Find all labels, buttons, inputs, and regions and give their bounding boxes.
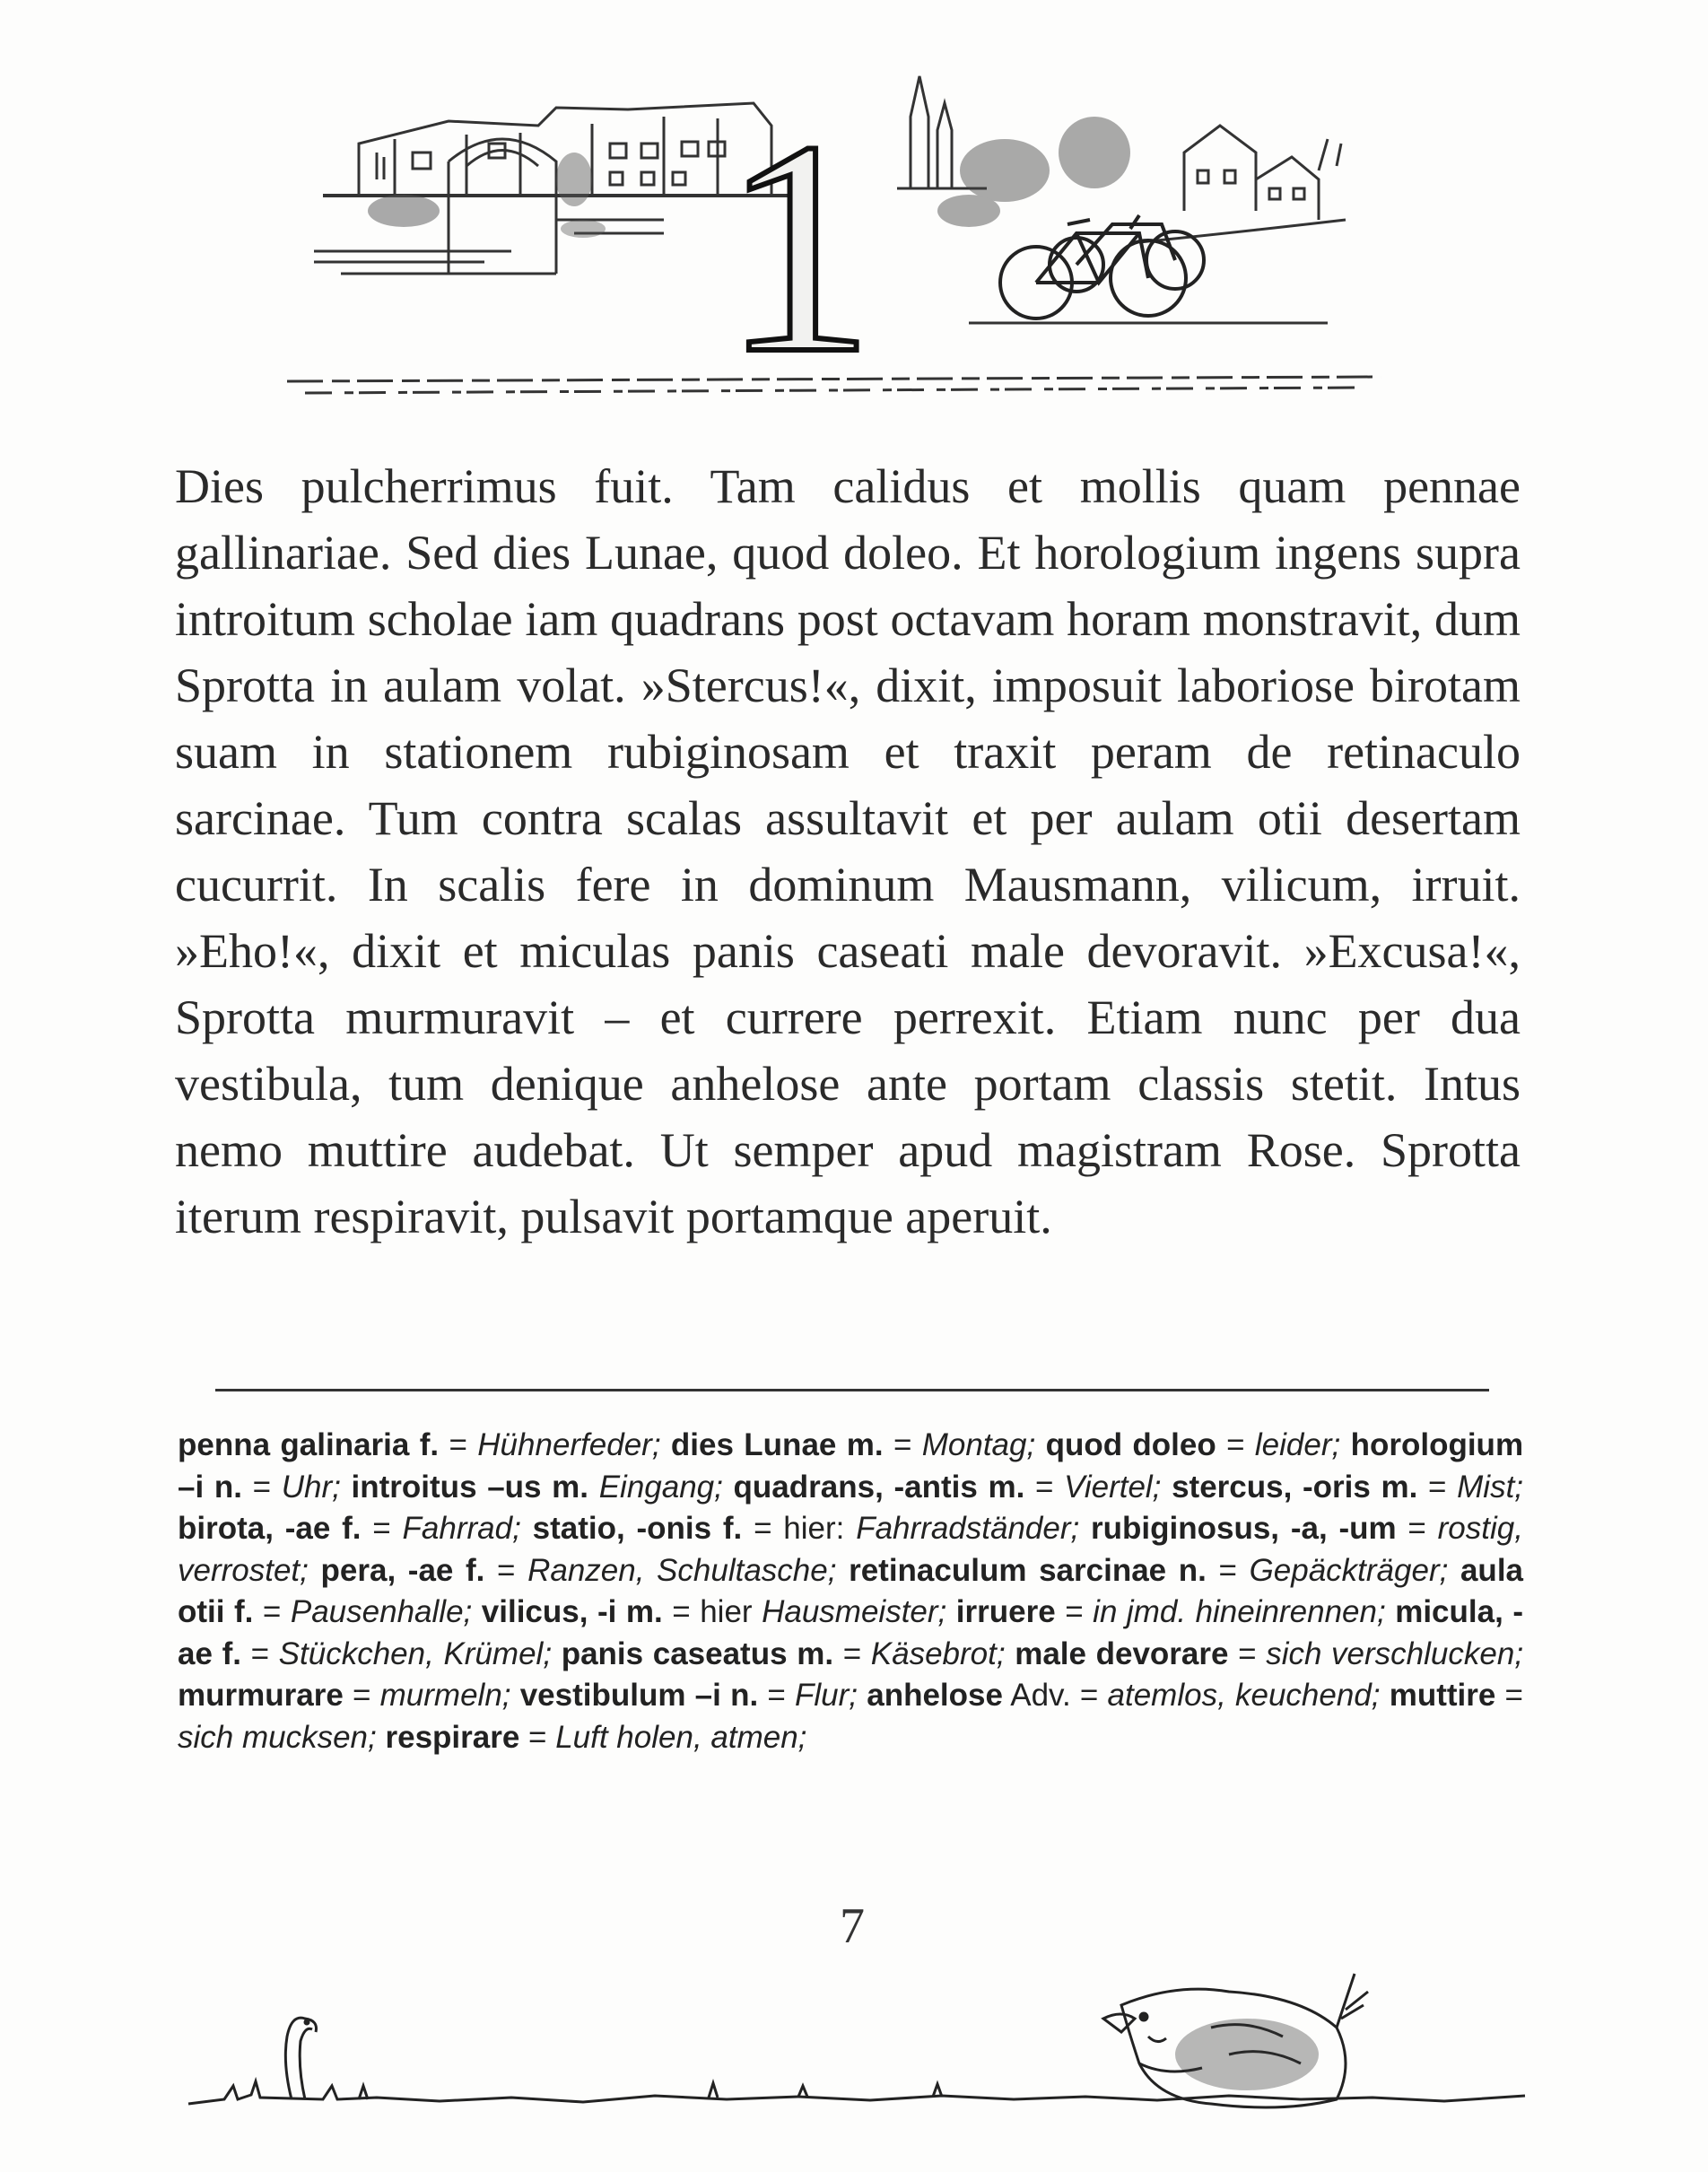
glossary-translation: Flur; xyxy=(795,1678,858,1713)
glossary-equals: = xyxy=(833,1636,871,1671)
glossary-entry xyxy=(178,1511,521,1546)
glossary-grammar: m. xyxy=(552,1469,589,1505)
glossary-equals: = xyxy=(1216,1427,1255,1462)
glossary-translation: Gepäckträger; xyxy=(1249,1552,1449,1588)
glossary-grammar: f. xyxy=(234,1594,254,1629)
glossary-entry xyxy=(321,1553,837,1588)
glossary-entry xyxy=(1172,1470,1523,1505)
chapter-header-illustration xyxy=(287,54,1399,413)
main-paragraph: Dies pulcherrimus fuit. Tam calidus et mollis quam pennae gallinariae. Sed dies Lunae, quod doleo. Et horologium ingens supra introitum scholae iam quadrans post octavam horam monstravit, dum Sprotta in aulam volat. »Stercus!«, dixit, imposuit laboriose birotam suam in stationem rubiginosam et traxit peram de retinaculo sarcinae. Tum contra scalas assultavit et per aulam otii desertam cucurrit. In scalis fere in dominum Mausmann, vilicum, irruit. »Eho!«, dixit et miculas panis caseati male devoravit. »Excusa!«, Sprotta murmuravit – et currere perrexit. Etiam nunc per dua vestibula, tum denique anhelose ante portam classis stetit. Intus nemo muttire audebat. Ut semper apud magistram Rose. Sprotta iterum respiravit, pulsavit portamque aperuit. xyxy=(175,459,1521,1243)
glossary-equals: Adv. = xyxy=(1002,1678,1108,1713)
glossary-translation: Käsebrot; xyxy=(870,1636,1006,1671)
glossary-grammar: f. xyxy=(466,1552,485,1588)
main-text xyxy=(175,453,1521,1250)
glossary-term: statio, -onis xyxy=(532,1511,712,1546)
glossary-term: quadrans, -antis xyxy=(733,1469,978,1505)
glossary-equals: = xyxy=(361,1511,403,1546)
glossary-grammar: n. xyxy=(214,1469,242,1505)
glossary-entry xyxy=(385,1720,806,1755)
glossary-translation: Hühnerfeder; xyxy=(477,1427,661,1462)
glossary-equals: = xyxy=(1055,1594,1094,1629)
glossary-entry xyxy=(520,1678,858,1713)
glossary-term: anhelose xyxy=(867,1678,1003,1713)
glossary-paragraph xyxy=(178,1425,1523,1758)
chapter-number: 1 xyxy=(722,78,875,413)
glossary-term: retinaculum sarcinae xyxy=(849,1552,1167,1588)
glossary-equals: = xyxy=(758,1678,796,1713)
glossary-entry xyxy=(178,1678,511,1713)
glossary-term: muttire xyxy=(1389,1678,1496,1713)
glossary-equals: = xyxy=(1206,1552,1250,1588)
glossary-translation: Fahrradständer; xyxy=(856,1511,1080,1546)
glossary-translation: Mist; xyxy=(1457,1469,1524,1505)
glossary-grammar: m. xyxy=(988,1469,1025,1505)
glossary-translation: Stückchen, Krümel; xyxy=(278,1636,553,1671)
glossary-equals: = xyxy=(484,1552,528,1588)
glossary-equals: = xyxy=(241,1469,282,1505)
glossary-entry xyxy=(533,1511,1080,1546)
glossary-entry xyxy=(178,1427,661,1462)
separator-rule xyxy=(215,1389,1489,1391)
glossary-translation: Pausenhalle; xyxy=(290,1594,473,1629)
glossary-equals: = xyxy=(1495,1678,1523,1713)
page-number: 7 xyxy=(840,1898,865,1954)
glossary-grammar: m. xyxy=(846,1427,884,1462)
glossary-translation: sich verschlucken; xyxy=(1266,1636,1524,1671)
glossary-equals xyxy=(588,1470,599,1505)
glossary-grammar: m. xyxy=(797,1636,834,1671)
glossary-entry xyxy=(562,1636,1006,1671)
glossary-term: rubiginosus, -a, -um xyxy=(1091,1511,1397,1546)
glossary-translation: Luft holen, atmen; xyxy=(555,1719,807,1755)
glossary-translation: in jmd. hineinrennen; xyxy=(1093,1594,1386,1629)
glossary-equals: = xyxy=(519,1719,556,1755)
glossary-translation: Fahrrad; xyxy=(402,1511,521,1546)
glossary-entry xyxy=(956,1594,1386,1629)
glossary-equals: = hier xyxy=(662,1594,762,1629)
glossary-term: birota, -ae xyxy=(178,1511,331,1546)
glossary-term: irruere xyxy=(955,1594,1056,1629)
glossary-equals: = xyxy=(240,1636,279,1671)
glossary-equals: = xyxy=(1024,1469,1065,1505)
glossary-equals: = xyxy=(253,1594,291,1629)
glossary-translation: leider; xyxy=(1254,1427,1341,1462)
glossary-term: horologium –i xyxy=(178,1427,1524,1505)
glossary-translation: rostig, verrostet; xyxy=(178,1511,1523,1588)
glossary-grammar: f. xyxy=(722,1511,743,1546)
glossary-term: introitus –us xyxy=(351,1469,542,1505)
glossary-term: male devorare xyxy=(1015,1636,1229,1671)
glossary-grammar: f. xyxy=(222,1636,241,1671)
glossary-entry xyxy=(352,1470,723,1505)
glossary-entry xyxy=(734,1470,1162,1505)
glossary-term: pera, -ae xyxy=(320,1552,454,1588)
glossary-term: penna galinaria xyxy=(178,1427,410,1462)
glossary-entry xyxy=(849,1553,1448,1588)
glossary-translation: Viertel; xyxy=(1064,1469,1162,1505)
glossary-equals: = xyxy=(1396,1511,1438,1546)
glossary-grammar: n. xyxy=(1178,1552,1207,1588)
glossary-entry xyxy=(1046,1427,1341,1462)
glossary-entry xyxy=(867,1678,1380,1713)
glossary-translation: Hausmeister; xyxy=(762,1594,947,1629)
glossary-term: vestibulum –i xyxy=(519,1678,721,1713)
glossary-translation: sich mucksen; xyxy=(178,1719,377,1755)
glossary-translation: atemlos, keuchend; xyxy=(1107,1678,1381,1713)
glossary-term: micula, -ae xyxy=(178,1594,1523,1671)
glossary-term: vilicus, -i xyxy=(481,1594,617,1629)
glossary-grammar: f. xyxy=(419,1427,440,1462)
glossary-term: quod doleo xyxy=(1045,1427,1216,1462)
glossary-term: aula otii xyxy=(178,1552,1524,1629)
glossary-equals: = xyxy=(1228,1636,1267,1671)
glossary-term: dies Lunae xyxy=(670,1427,837,1462)
glossary-term: respirare xyxy=(385,1719,520,1755)
glossary-equals: = xyxy=(343,1678,380,1713)
glossary-translation: murmeln; xyxy=(379,1678,511,1713)
glossary-grammar: m. xyxy=(1381,1469,1418,1505)
glossary-equals: = xyxy=(1417,1469,1458,1505)
glossary-grammar: m. xyxy=(625,1594,663,1629)
glossary-term: murmurare xyxy=(178,1678,344,1713)
glossary-entry xyxy=(1015,1636,1523,1671)
glossary-grammar: f. xyxy=(342,1511,362,1546)
glossary-term: stercus, -oris xyxy=(1172,1469,1371,1505)
glossary-translation: Ranzen, Schultasche; xyxy=(527,1552,837,1588)
glossary-equals: = xyxy=(883,1427,922,1462)
glossary-entry xyxy=(671,1427,1035,1462)
glossary-equals: = xyxy=(439,1427,478,1462)
glossary-equals: = hier: xyxy=(742,1511,857,1546)
glossary-translation: Uhr; xyxy=(281,1469,341,1505)
glossary-translation: Eingang; xyxy=(598,1469,723,1505)
glossary-translation: Montag; xyxy=(921,1427,1036,1462)
footer-illustration xyxy=(170,1920,1552,2144)
glossary-term: panis caseatus xyxy=(561,1636,788,1671)
vocabulary-glossary xyxy=(178,1425,1523,1758)
glossary-entry xyxy=(482,1594,946,1629)
glossary-grammar: n. xyxy=(730,1678,759,1713)
